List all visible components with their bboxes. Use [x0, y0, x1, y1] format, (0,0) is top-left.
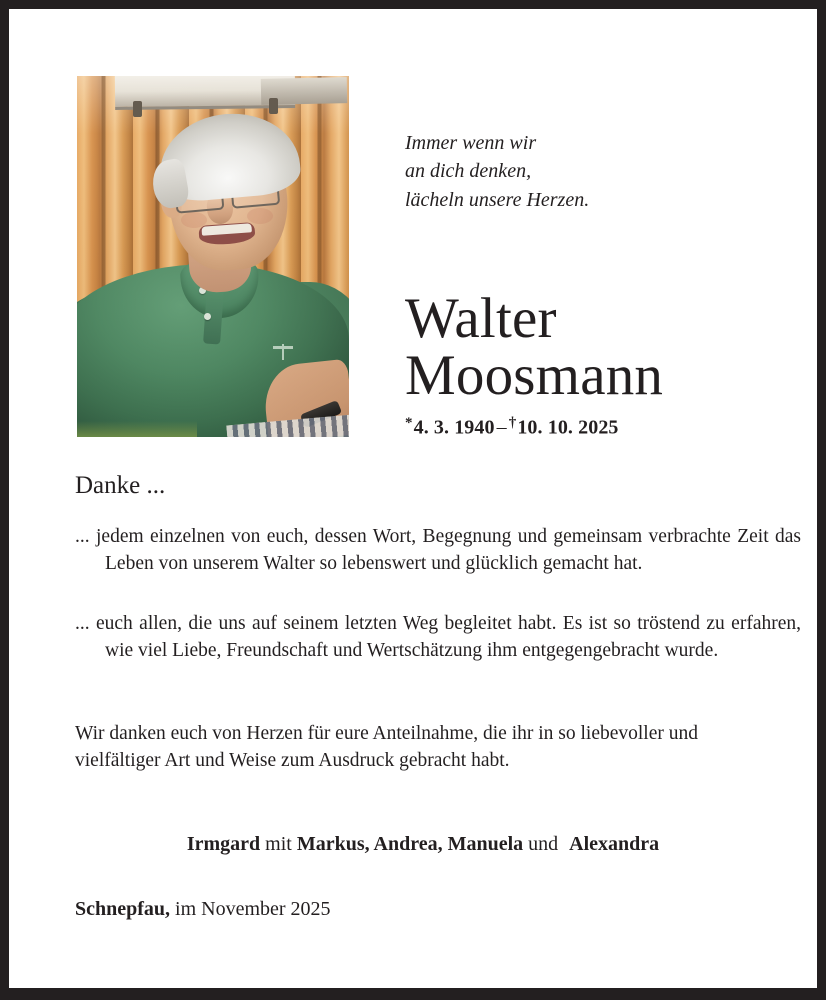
deceased-name-block — [405, 287, 805, 439]
given-name: Walter — [405, 287, 557, 350]
signatory-name-3: Alexandra — [569, 833, 660, 855]
place-name: Schnepfau, — [75, 898, 171, 920]
verse-line-1: Immer wenn wir — [405, 132, 537, 154]
verse-line-2: an dich denken, — [405, 160, 532, 183]
life-dates — [405, 415, 805, 439]
notice-date: im November 2025 — [175, 898, 331, 920]
thanks-heading: Danke ... — [75, 472, 166, 499]
photo-tone-overlay — [77, 76, 349, 437]
signature-connector-2: und — [528, 833, 559, 855]
place-and-date — [75, 898, 331, 921]
date-separator: – — [496, 415, 507, 438]
thanks-paragraph-2: ... euch allen, die uns auf seinem letzten Weg begleitet habt. Es ist so tröstend zu erfahren, wie viel Liebe, Freundschaft und Wertschätzung ihm entgegengebracht wurde. — [75, 613, 801, 661]
thanks-paragraph-3: Wir danken euch von Herzen für eure Anteilnahme, die ihr in so liebevoller und vielfältiger Art und Weise zum Ausdruck gebracht habt. — [75, 723, 699, 771]
card-sheet — [9, 9, 817, 988]
signatory-name-2: Markus, Andrea, Manuela — [296, 833, 524, 855]
birth-date: 4. 3. 1940 — [413, 415, 495, 438]
signature-connector-1: mit — [265, 833, 292, 855]
verse-line-3: lächeln unsere Herzen. — [405, 188, 590, 211]
memorial-verse — [405, 129, 785, 214]
death-symbol-icon: † — [508, 414, 517, 431]
signatory-name-1: Irmgard — [186, 833, 261, 855]
portrait-photo — [77, 76, 349, 437]
thanks-paragraph-1: ... jedem einzelnen von euch, dessen Wort, Begegnung und gemeinsam verbrachte Zeit das Leben von unserem Walter so lebenswert und glücklich gemacht hat. — [75, 526, 801, 574]
family-signature — [75, 833, 771, 856]
family-name: Moosmann — [405, 344, 664, 408]
birth-symbol-icon: * — [405, 414, 413, 431]
death-date: 10. 10. 2025 — [517, 415, 619, 438]
